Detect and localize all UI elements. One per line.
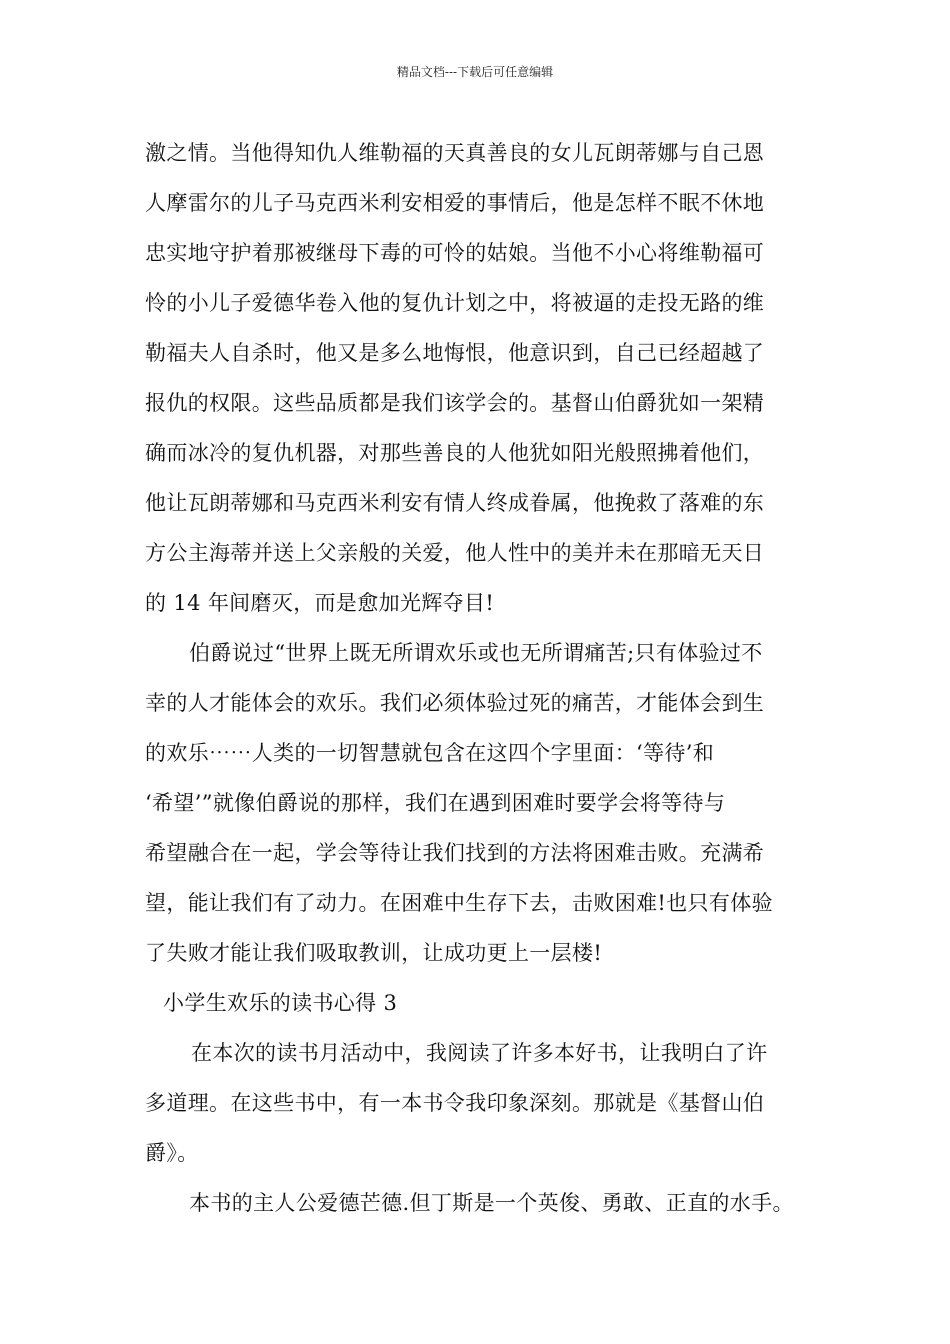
- text-line: ‘希望’”就像伯爵说的那样，我们在遇到困难时要学会将等待与: [145, 791, 726, 815]
- paragraph: [145, 1028, 845, 1178]
- paragraph: [145, 628, 845, 978]
- text-line: 在本次的读书月活动中，我阅读了许多本好书，让我明白了许: [191, 1041, 768, 1065]
- text-line: 怜的小儿子爱德华卷入他的复仇计划之中，将被逼的走投无路的维: [145, 291, 765, 315]
- text-line: 希望融合在一起，学会等待让我们找到的方法将困难击败。充满希: [145, 841, 765, 865]
- page-header: 精品文档---下载后可任意编辑: [396, 65, 554, 79]
- text-line: 忠实地守护着那被继母下毒的可怜的姑娘。当他不小心将维勒福可: [145, 241, 765, 265]
- text-line: 多道理。在这些书中，有一本书令我印象深刻。那就是《基督山伯: [145, 1091, 765, 1115]
- text-line: 本书的主人公爱德芒德.但丁斯是一个英俊、勇敢、正直的水手。: [189, 1191, 794, 1215]
- text-line: 勒福夫人自杀时，他又是多么地悔恨，他意识到，自己已经超越了: [145, 341, 765, 365]
- text-line: 激之情。当他得知仇人维勒福的天真善良的女儿瓦朗蒂娜与自己恩: [145, 141, 765, 165]
- text-line: 爵》。: [145, 1141, 199, 1165]
- text-line: 人摩雷尔的儿子马克西米利安相爱的事情后，他是怎样不眠不休地: [145, 191, 765, 215]
- text-line: 幸的人才能体会的欢乐。我们必须体验过死的痛苦，才能体会到生: [145, 691, 765, 715]
- section-heading-text: 小学生欢乐的读书心得 3: [163, 991, 398, 1015]
- paragraph: [145, 128, 845, 628]
- text-line: 方公主海蒂并送上父亲般的关爱，他人性中的美并未在那暗无天日: [145, 541, 765, 565]
- text-line: 确而冰冷的复仇机器，对那些善良的人他犹如阳光般照拂着他们，: [145, 441, 765, 465]
- text-line: 伯爵说过“世界上既无所谓欢乐或也无所谓痛苦;只有体验过不: [189, 641, 763, 665]
- text-line: 望，能让我们有了动力。在困难中生存下去，击败困难!也只有体验: [145, 891, 773, 915]
- text-line: 报仇的权限。这些品质都是我们该学会的。基督山伯爵犹如一架精: [145, 391, 765, 415]
- section-heading: [145, 978, 845, 1028]
- text-line: 的 14 年间磨灭，而是愈加光辉夺目!: [145, 591, 495, 615]
- text-line: 了失败才能让我们吸取教训，让成功更上一层楼!: [145, 941, 603, 965]
- text-line: 的欢乐⋯⋯人类的一切智慧就包含在这四个字里面：‘等待’和: [145, 741, 715, 765]
- paragraph: [145, 1178, 845, 1228]
- document-body: [145, 128, 845, 1228]
- text-line: 他让瓦朗蒂娜和马克西米利安有情人终成眷属，他挽救了落难的东: [145, 491, 765, 515]
